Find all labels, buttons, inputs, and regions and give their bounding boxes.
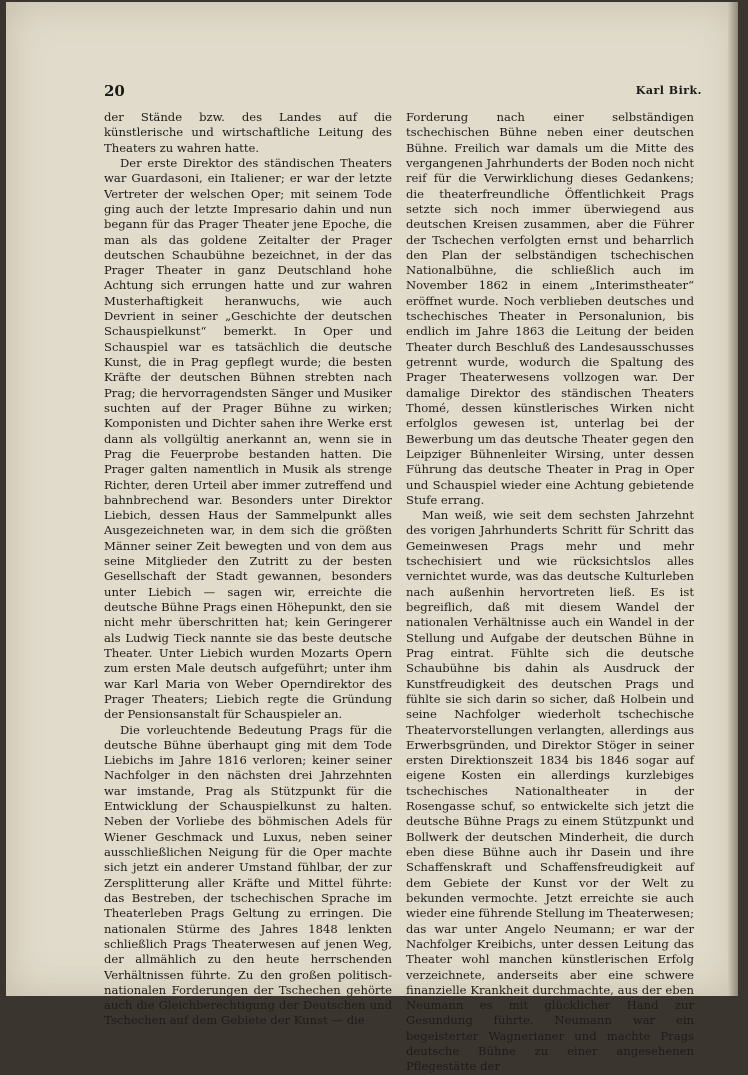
paragraph: der Stände bzw. des Landes auf die künstlerische und wirtschaftliche Leitung des Theaters zu wahren hatte. bbox=[104, 110, 392, 155]
paragraph: Forderung nach einer selbständigen tschechischen Bühne neben einer deutschen Bühne. Freilich war damals um die Mitte des vergangenen Jahrhunderts der Boden noch nicht reif für die Verwirklichung dieses Gedankens; die theaterfreundliche Öffentlichkeit Prags setzte sich noch immer überwiegend aus deutschen Kreisen zusammen, aber die Führer der Tschechen verfolgten ernst und beharrlich den Plan der selbständigen tschechischen Nationalbühne, die schließlich auch im November 1862 in einem „Interimstheater“ eröffnet wurde. Noch verblieben deutsches und tschechisches Theater in Personalunion, bis endlich im Jahre 1863 die Leitung der beiden Theater durch Beschluß des Landesausschusses getrennt wurde, wodurch die Spaltung des Prager Theaterwesens vollzogen war. Der damalige Direktor des ständischen Theaters Thomé, dessen künstlerisches Wirken nicht erfolglos gewesen ist, unterlag bei der Bewerbung um das deutsche Theater gegen den Leipziger Bühnenleiter Wirsing, unter dessen Führung das deutsche Theater in Prag in Oper und Schauspiel wieder eine Achtung gebietende Stufe errang. bbox=[406, 110, 694, 507]
left-column bbox=[104, 110, 392, 1029]
right-column bbox=[406, 110, 694, 1075]
book-page bbox=[6, 2, 738, 1074]
paragraph: Die vorleuchtende Bedeutung Prags für die deutsche Bühne überhaupt ging mit dem Tode Liebichs im Jahre 1816 verloren; keiner seiner Nachfolger in den nächsten drei Jahrzehnten war imstande, Prag als Stützpunkt für die Entwicklung der Schauspielkunst zu halten. Neben der Vorliebe des böhmischen Adels für Wiener Geschmack und Luxus, neben seiner ausschließlichen Neigung für die Oper machte sich jetzt ein anderer Umstand fühlbar, der zur Zersplitterung aller Kräfte und Mittel führte: das Bestreben, der tschechischen Sprache im Theaterleben Prags Geltung zu erringen. Die nationalen Stürme des Jahres 1848 lenkten schließlich Prags Theaterwesen auf jenen Weg, der allmählich zu den heute herrschenden Verhältnissen führte. Zu den großen politisch-nationalen Forderungen der Tschechen gehörte auch die Gleichberechtigung der Deutschen und Tschechen auf dem Gebiete der Kunst — die bbox=[104, 722, 392, 1028]
running-head: Karl Birk. bbox=[635, 84, 702, 97]
page-spine-shadow bbox=[728, 2, 738, 996]
paragraph: Man weiß, wie seit dem sechsten Jahrzehnt des vorigen Jahrhunderts Schritt für Schritt das Gemeinwesen Prags mehr und mehr tschechisiert und wie rücksichtslos alles vernichtet wurde, was das deutsche Kulturleben nach außenhin hervortreten ließ. Es ist begreiflich, daß mit diesem Wandel der nationalen Verhältnisse auch ein Wandel in der Stellung und Aufgabe der deutschen Bühne in Prag eintrat. Fühlte sich die deutsche Schaubühne bis dahin als Ausdruck der Kunstfreudigkeit des deutschen Prags und fühlte sie sich darin so sicher, daß Holbein und seine Nachfolger wiederholt tschechische Theatervorstellungen verlangten, allerdings aus Erwerbsgründen, und Direktor Stöger in seiner ersten Direktionszeit 1834 bis 1846 sogar auf eigene Kosten ein allerdings kurzlebiges tschechisches Nationaltheater in der Rosengasse schuf, so entwickelte sich jetzt die deutsche Bühne Prags zu einem Stützpunkt und Bollwerk der deutschen Minderheit, die durch eben diese Bühne auch ihr Dasein und ihre Schaffenskraft und Schaffensfreudigkeit auf dem Gebiete der Kunst vor der Welt zu bekunden vermochte. Jetzt erreichte sie auch wieder eine führende Stellung im Theaterwesen; das war unter Angelo Neumann; er war der Nachfolger Kreibichs, unter dessen Leitung das Theater wohl manchen künstlerischen Erfolg verzeichnete, anderseits aber eine schwere finanzielle Krankheit durchmachte, aus der eben Neumann es mit glücklicher Hand zur Gesundung führte. Neumann war ein begeisterter Wagnerianer und machte Prags deutsche Bühne zu einer angesehenen Pflegestätte der bbox=[406, 508, 694, 1074]
page-header bbox=[104, 82, 702, 102]
paragraph: Der erste Direktor des ständischen Theaters war Guardasoni, ein Italiener; er war der letzte Vertreter der welschen Oper; mit seinem Tode ging auch der letzte Impresario dahin und nun begann für das Prager Theater jene Epoche, die man als das goldene Zeitalter der Prager deutschen Schaubühne bezeichnet, in der das Prager Theater in ganz Deutschland hohe Achtung sich errungen hatte und zur wahren Musterhaftigkeit heranwuchs, wie auch Devrient in seiner „Geschichte der deutschen Schauspielkunst“ bemerkt. In Oper und Schauspiel war es tatsächlich die deutsche Kunst, die in Prag gepflegt wurde; die besten Kräfte der deutschen Bühnen strebten nach Prag; die hervorragendsten Sänger und Musiker suchten auf der Prager Bühne zu wirken; Komponisten und Dichter sahen ihre Werke erst dann als vollgültig anerkannt an, wenn sie in Prag die Feuerprobe bestanden hatten. Die Prager galten namentlich in Musik als strenge Richter, deren Urteil aber immer zutreffend und bahnbrechend war. Besonders unter Direktor Liebich, dessen Haus der Sammelpunkt alles Ausgezeichneten war, in dem sich die größten Männer seiner Zeit bewegten und von dem aus seine Mitglieder den Zutritt zu der besten Gesellschaft der Stadt gewannen, besonders unter Liebich — sagen wir, erreichte die deutsche Bühne Prags einen Höhepunkt, den sie nicht mehr überschritten hat; kein Geringerer als Ludwig Tieck nannte sie das beste deutsche Theater. Unter Liebich wurden Mozarts Opern zum ersten Male deutsch aufgeführt; unter ihm war Karl Maria von Weber Operndirektor des Prager Theaters; Liebich regte die Gründung der Pensionsanstalt für Schauspieler an. bbox=[104, 155, 392, 722]
page-number: 20 bbox=[104, 82, 125, 100]
